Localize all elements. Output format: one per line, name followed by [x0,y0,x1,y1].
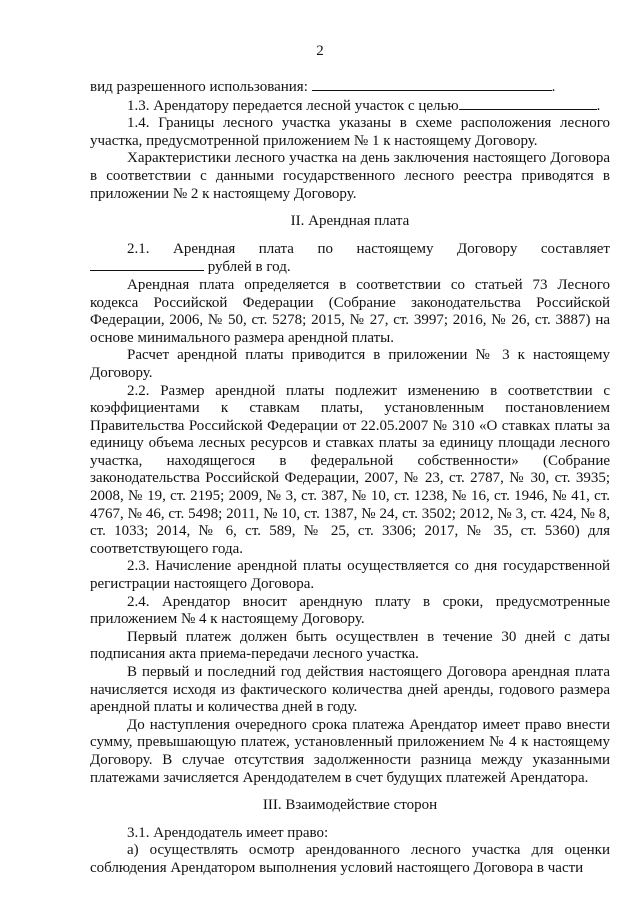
clause-2-3: 2.3. Начисление арендной платы осуществляется со дня государственной регистрации настоящего Договора. [90,558,610,593]
clause-2-1-word: по [317,240,333,257]
clause-1-3-blank [459,97,597,110]
rent-amount-blank [90,258,204,271]
clause-2-1-word: плата [258,240,294,257]
first-payment-paragraph: Первый платеж должен быть осуществлен в течение 30 дней с даты подписания акта приема-передачи лесного участка. [90,628,610,663]
first-last-year-paragraph: В первый и последний год действия настоящего Договора арендная плата начисляется исходя из фактического количества дней аренды, годового размера арендной платы и количества дней в году. [90,664,610,716]
clause-1-4: 1.4. Границы лесного участка указаны в схеме расположения лесного участка, предусмотренной приложением № 1 к настоящему Договору. [90,115,610,149]
rent-calc-paragraph: Расчет арендной платы приводится в приложении № 3 к настоящему Договору. [90,347,610,381]
clause-2-4: 2.4. Арендатор вносит арендную плату в сроки, предусмотренные приложением № 4 к настоящему Договору. [90,593,610,628]
usage-blank [312,78,552,91]
characteristics-paragraph: Характеристики лесного участка на день заключения настоящего Договора в соответствии с данными государственного лесного реестра приводятся в приложении № 2 к настоящему Договору. [90,150,610,202]
clause-3-1: 3.1. Арендодатель имеет право: [127,824,329,841]
prepayment-paragraph: До наступления очередного срока платежа Арендатор имеет право внести сумму, превышающую платеж, установленный приложением № 4 к настоящему Договору. В случае отсутствия задолженности разница между указанными платежами зачисляется Арендодателем в счет будущих платежей Арендатора. [90,716,610,786]
clause-2-1-word: 2.1. [127,240,150,257]
usage-line [90,78,610,97]
section-3-title: III. Взаимодействие сторон [262,797,438,814]
clause-2-1-tail: рублей в год. [207,259,291,276]
page-number: 2 [316,43,324,59]
clause-2-2: 2.2. Размер арендной платы подлежит изменению в соответствии с коэффициентами к ставкам платы, установленным постановлением Правительства Российской Федерации от 22.05.2007 № 310 «О ставках платы за единицу объема лесных ресурсов и ставках платы за единицу площади лесного участка, находящегося в федеральной собственности» (Собрание законодательства Российской Федерации, 2007, № 23, ст. 2787, № 30, ст. 3935; 2008, № 19, ст. 2195; 2009, № 3, ст. 387, № 10, ст. 1238, № 16, ст. 1946, № 41, ст. 4767, № 46, ст. 5498; 2011, № 10, ст. 1387, № 24, ст. 3502; 2012, № 3, ст. 424, № 8, ст. 1033; 2014, № 6, ст. 589, № 25, ст. 3306; 2017, № 35, ст. 5360) для соответствующего года. [90,382,610,557]
clause-2-1-word: Арендная [173,240,236,257]
clause-2-1-line [90,241,610,259]
section-2-title: II. Арендная плата [290,213,410,230]
usage-tail: . [551,79,556,95]
usage-label: вид разрешенного использования: [90,79,308,95]
clause-3-1-a: а) осуществлять осмотр арендованного лесного участка для оценки соблюдения Арендатором выполнения условий настоящего Договора в части [90,842,610,876]
clause-2-1-word: Договору [457,240,518,257]
clause-2-1-word: настоящему [356,240,434,257]
rent-basis-paragraph: Арендная плата определяется в соответствии со статьей 73 Лесного кодекса Российской Федерации (Собрание законодательства Российской Федерации, 2006, № 50, ст. 5278; 2015, № 27, ст. 3997; 2016, № 26, ст. 3887) на основе минимального размера арендной платы. [90,276,610,346]
clause-2-1-tail-line [90,258,610,277]
document-body [90,78,610,878]
clause-1-3-text: 1.3. Арендатору передается лесной участок с целью [127,97,459,114]
clause-1-3 [90,97,610,116]
clause-1-3-tail: . [596,97,601,114]
clause-2-1-word: составляет [540,240,610,257]
